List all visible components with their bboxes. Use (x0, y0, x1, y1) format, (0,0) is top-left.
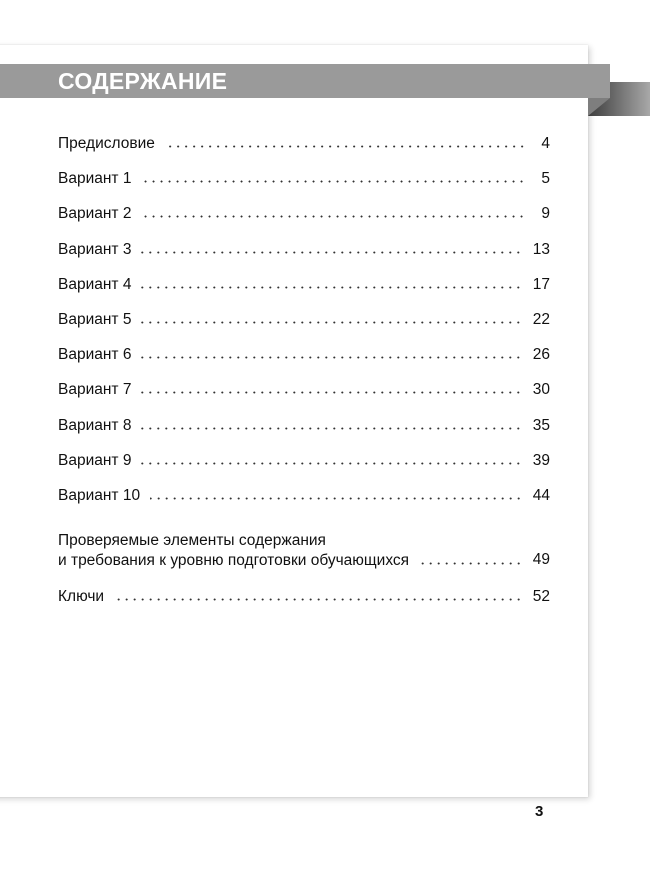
toc-entry[interactable] (58, 478, 550, 513)
toc-entry-label: Вариант 2 (58, 205, 132, 223)
dot-leader (141, 391, 522, 394)
toc-entry-label: Вариант 8 (58, 416, 132, 434)
toc-entry[interactable] (58, 232, 550, 267)
toc-entry[interactable] (58, 161, 550, 196)
toc-entry-page: 39 (532, 451, 550, 469)
dot-leader (150, 497, 523, 500)
toc-entry-page: 26 (532, 346, 550, 364)
dot-leader (141, 286, 522, 289)
toc-entry-label: Ключи (58, 588, 105, 606)
toc-entry-label: Вариант 4 (58, 275, 132, 293)
toc-entry[interactable] (58, 372, 550, 407)
dot-leader (141, 427, 522, 430)
toc-entry[interactable] (58, 302, 550, 337)
toc-entry-page: 30 (532, 381, 550, 399)
dot-leader (141, 462, 522, 465)
toc-entry[interactable] (58, 196, 550, 231)
toc-entry-page: 35 (532, 416, 550, 434)
toc-entry-label: Предисловие (58, 135, 155, 152)
toc-entry[interactable] (58, 443, 550, 478)
toc-entry[interactable] (58, 408, 550, 443)
toc-entry-label: Вариант 3 (58, 240, 132, 258)
toc-entry-page: 9 (541, 205, 550, 223)
toc-entry[interactable] (58, 126, 550, 161)
toc-entry-page: 4 (541, 135, 550, 152)
toc-entry-page: 17 (532, 275, 550, 293)
dot-leader (141, 215, 526, 218)
dot-leader (114, 598, 523, 601)
toc-entry[interactable] (58, 337, 550, 372)
table-of-contents (58, 126, 550, 614)
dot-leader (141, 356, 522, 359)
toc-entry-label-line: и требования к уровню подготовки обучающихся (58, 552, 410, 570)
toc-entry-page: 5 (541, 170, 550, 188)
toc-entry[interactable] (58, 267, 550, 302)
page-title: СОДЕРЖАНИЕ (58, 68, 228, 94)
toc-entry-label: Вариант 6 (58, 346, 132, 364)
toc-entry-page: 13 (532, 240, 550, 258)
toc-entry-label: Вариант 9 (58, 451, 132, 469)
title-notch-decoration (588, 98, 610, 116)
toc-entry[interactable] (58, 579, 550, 614)
toc-entry-label: Вариант 7 (58, 381, 132, 399)
toc-entry-page: 44 (532, 486, 550, 504)
toc-entry-page: 49 (532, 551, 550, 569)
toc-entry-label-line: Проверяемые элементы содержания (58, 532, 326, 550)
toc-entry-label: Вариант 5 (58, 310, 132, 328)
toc-entry-page: 22 (532, 310, 550, 328)
toc-entry-label: Вариант 10 (58, 486, 141, 504)
dot-leader (419, 562, 523, 565)
dot-leader (141, 321, 522, 324)
toc-entry-label: Вариант 1 (58, 170, 132, 188)
dot-leader (141, 180, 526, 183)
dot-leader (141, 251, 522, 254)
page-number: 3 (535, 803, 544, 820)
toc-entry-page: 52 (532, 588, 550, 606)
toc-entry[interactable] (58, 513, 550, 579)
dot-leader (165, 145, 526, 148)
toc-entry-label (58, 531, 419, 571)
